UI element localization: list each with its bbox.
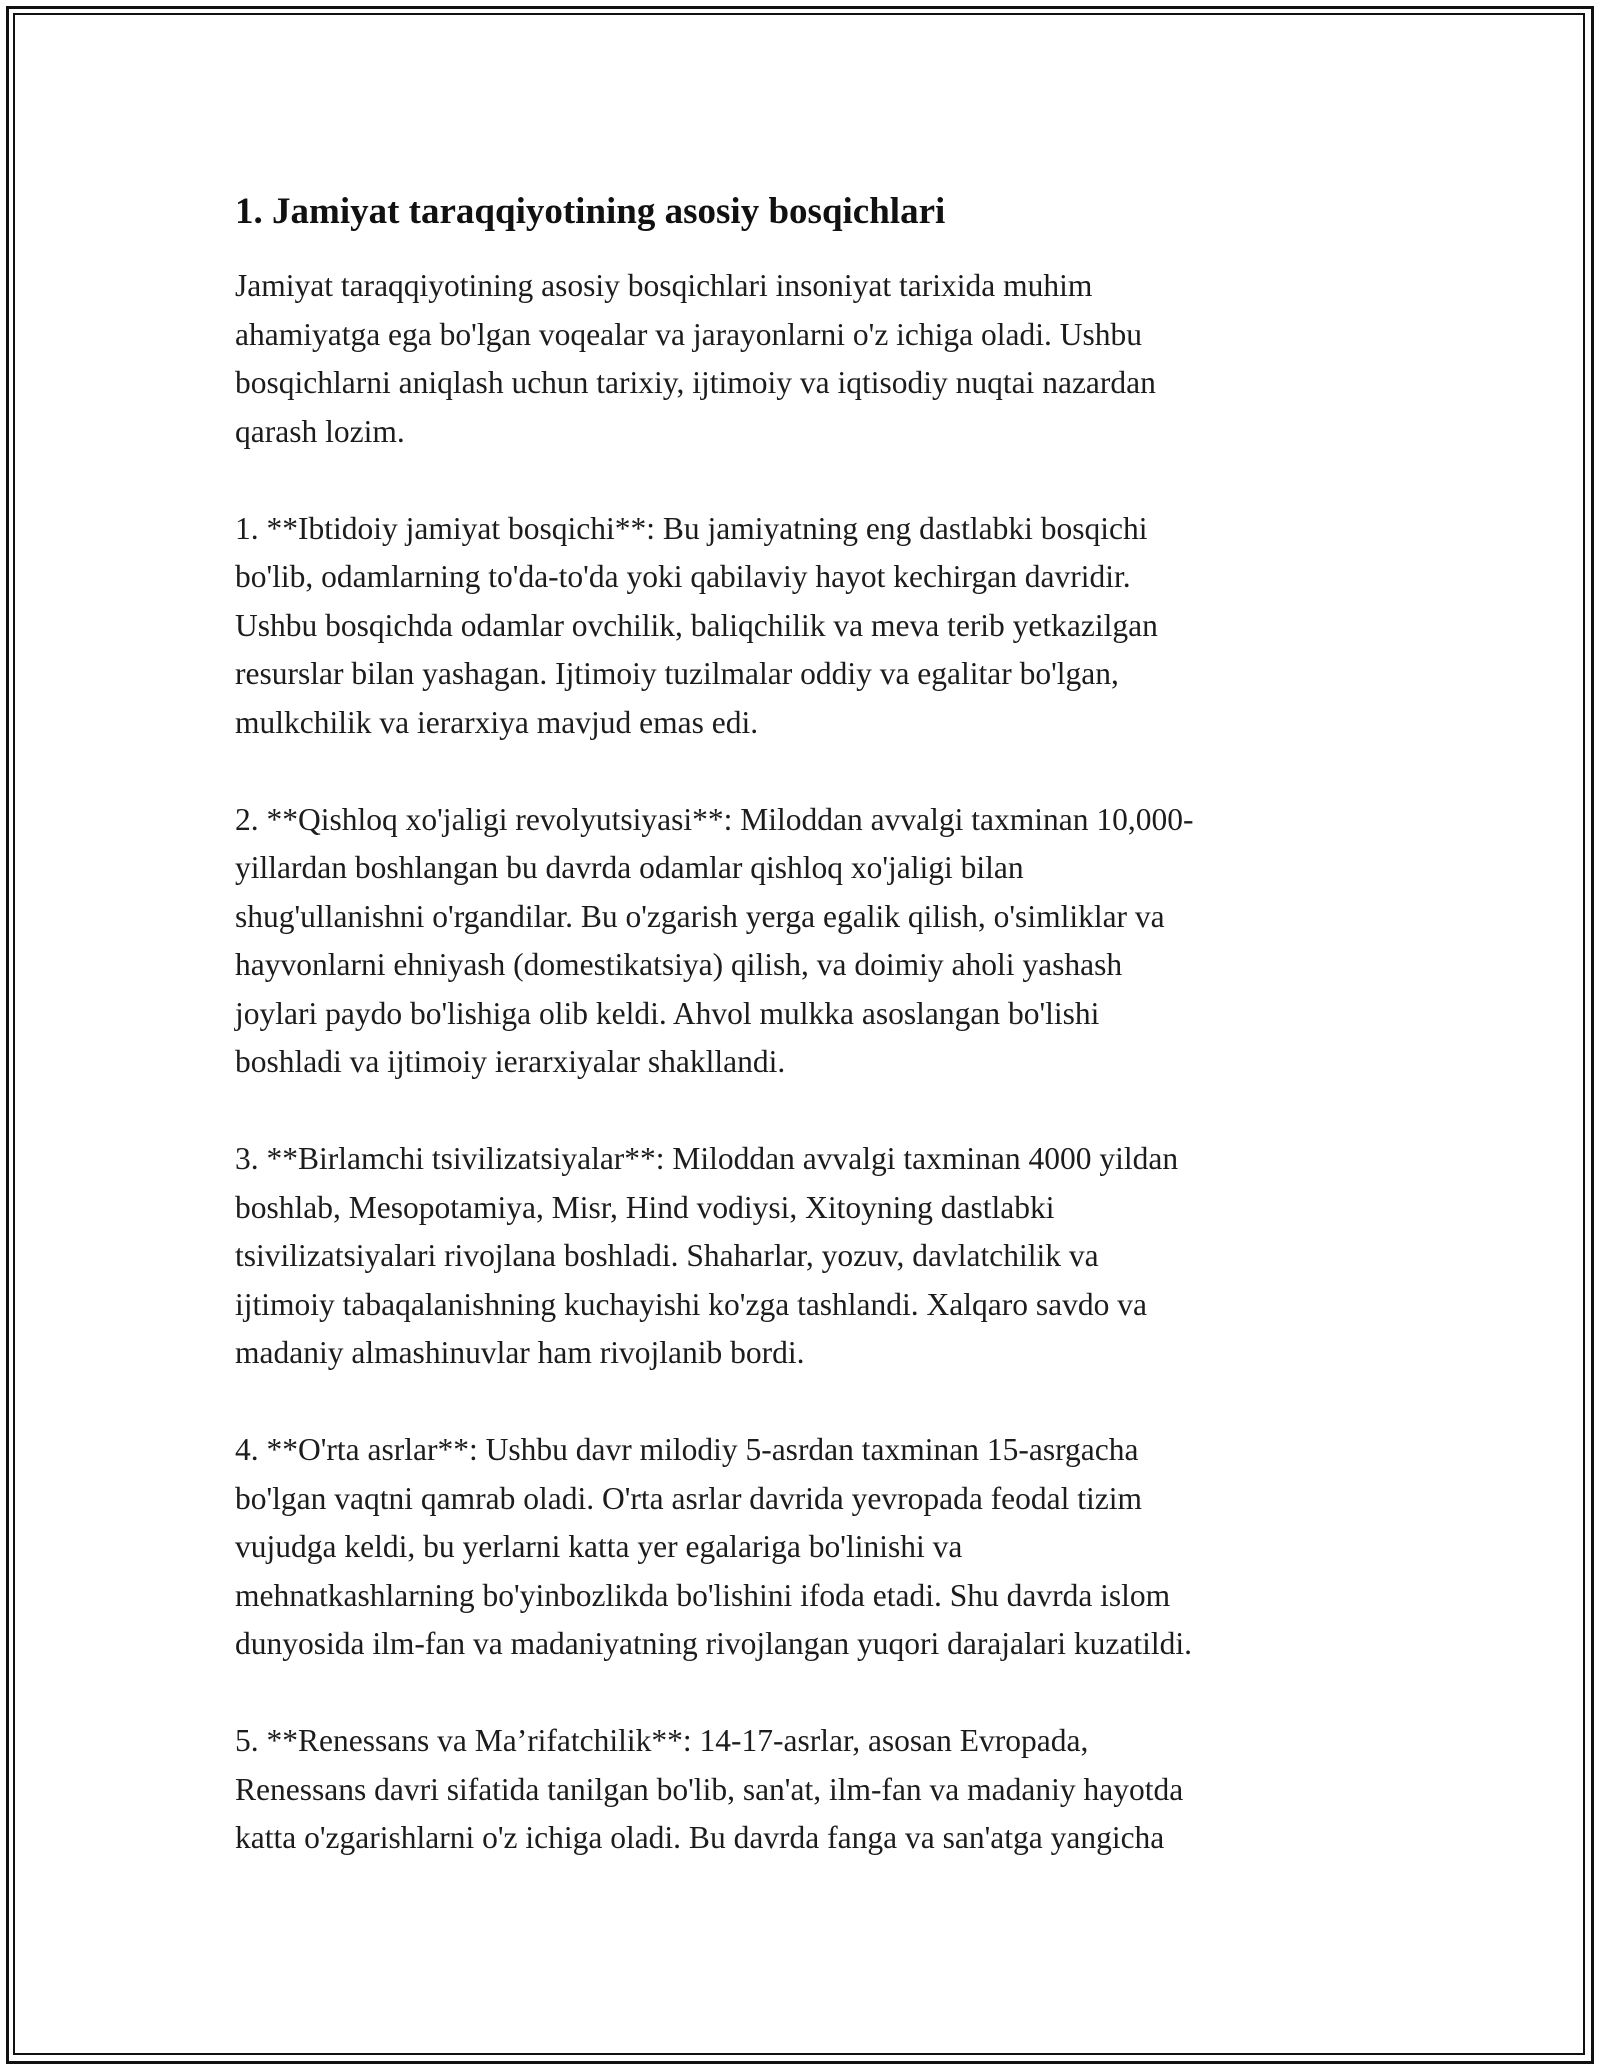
text-line: 3. **Birlamchi tsivilizatsiyalar**: Miloddan avvalgi taxminan 4000 yildan: [235, 1141, 1179, 1176]
text-line: Renessans davri sifatida tanilgan bo'lib, san'at, ilm-fan va madaniy hayotda: [235, 1771, 1184, 1807]
text-line: bo'lgan vaqtni qamrab oladi. O'rta asrlar davrida yevropada feodal tizim: [235, 1480, 1143, 1516]
text-line: 5. **Renessans va Ma’rifatchilik**: 14-17-asrlar, asosan Evropada,: [235, 1723, 1089, 1758]
text-line: ijtimoiy tabaqalanishning kuchayishi ko'zga tashlandi. Xalqaro savdo va: [235, 1286, 1147, 1322]
text-line: katta o'zgarishlarni o'z ichiga oladi. Bu davrda fanga va san'atga yangicha: [235, 1820, 1165, 1855]
text-line: mehnatkashlarning bo'yinbozlikda bo'lishini ifoda etadi. Shu davrda islom: [235, 1577, 1171, 1613]
text-line: resurslar bilan yashagan. Ijtimoiy tuzilmalar oddiy va egalitar bo'lgan,: [235, 656, 1119, 691]
text-line: Jamiyat taraqqiyotining asosiy bosqichlari insoniyat tarixida muhim: [235, 268, 1093, 303]
text-line: mulkchilik va ierarxiya mavjud emas edi.: [235, 704, 759, 740]
text-line: yillardan boshlangan bu davrda odamlar qishloq xo'jaligi bilan: [235, 850, 1024, 885]
intro-paragraph: [235, 262, 1365, 456]
text-line: madaniy almashinuvlar ham rivojlanib bordi.: [235, 1335, 805, 1370]
stage-5-paragraph: [235, 1717, 1365, 1863]
section-heading: 1. Jamiyat taraqqiyotining asosiy bosqichlari: [235, 191, 946, 232]
text-line: qarash lozim.: [235, 413, 405, 449]
text-line: 2. **Qishloq xo'jaligi revolyutsiyasi**: Miloddan avvalgi taxminan 10,000-: [235, 801, 1194, 837]
text-line: boshladi va ijtimoiy ierarxiyalar shakllandi.: [235, 1044, 786, 1079]
text-line: bo'lib, odamlarning to'da-to'da yoki qabilaviy hayot kechirgan davridir.: [235, 559, 1131, 594]
text-line: ahamiyatga ega bo'lgan voqealar va jarayonlarni o'z ichiga oladi. Ushbu: [235, 316, 1143, 352]
text-line: 1. **Ibtidoiy jamiyat bosqichi**: Bu jamiyatning eng dastlabki bosqichi: [235, 510, 1148, 546]
document-body: [235, 188, 1365, 1911]
stage-4-paragraph: [235, 1426, 1365, 1669]
text-line: hayvonlarni ehniyash (domestikatsiya) qilish, va doimiy aholi yashash: [235, 947, 1123, 982]
text-line: bosqichlarni aniqlash uchun tarixiy, ijtimoiy va iqtisodiy nuqtai nazardan: [235, 365, 1156, 400]
text-line: vujudga keldi, bu yerlarni katta yer egalariga bo'linishi va: [235, 1529, 963, 1564]
text-line: dunyosida ilm-fan va madaniyatning rivojlangan yuqori darajalari kuzatildi.: [235, 1626, 1192, 1661]
stage-2-paragraph: [235, 796, 1365, 1087]
text-line: joylari paydo bo'lishiga olib keldi. Ahvol mulkka asoslangan bo'lishi: [235, 995, 1100, 1031]
text-line: shug'ullanishni o'rgandilar. Bu o'zgarish yerga egalik qilish, o'simliklar va: [235, 898, 1165, 934]
text-line: tsivilizatsiyalari rivojlana boshladi. Shaharlar, yozuv, davlatchilik va: [235, 1238, 1099, 1273]
stage-3-paragraph: [235, 1135, 1365, 1378]
text-line: boshlab, Mesopotamiya, Misr, Hind vodiysi, Xitoyning dastlabki: [235, 1189, 1055, 1225]
text-line: 4. **O'rta asrlar**: Ushbu davr milodiy 5-asrdan taxminan 15-asrgacha: [235, 1432, 1139, 1467]
stage-1-paragraph: [235, 505, 1365, 748]
text-line: Ushbu bosqichda odamlar ovchilik, baliqchilik va meva terib yetkazilgan: [235, 607, 1158, 643]
